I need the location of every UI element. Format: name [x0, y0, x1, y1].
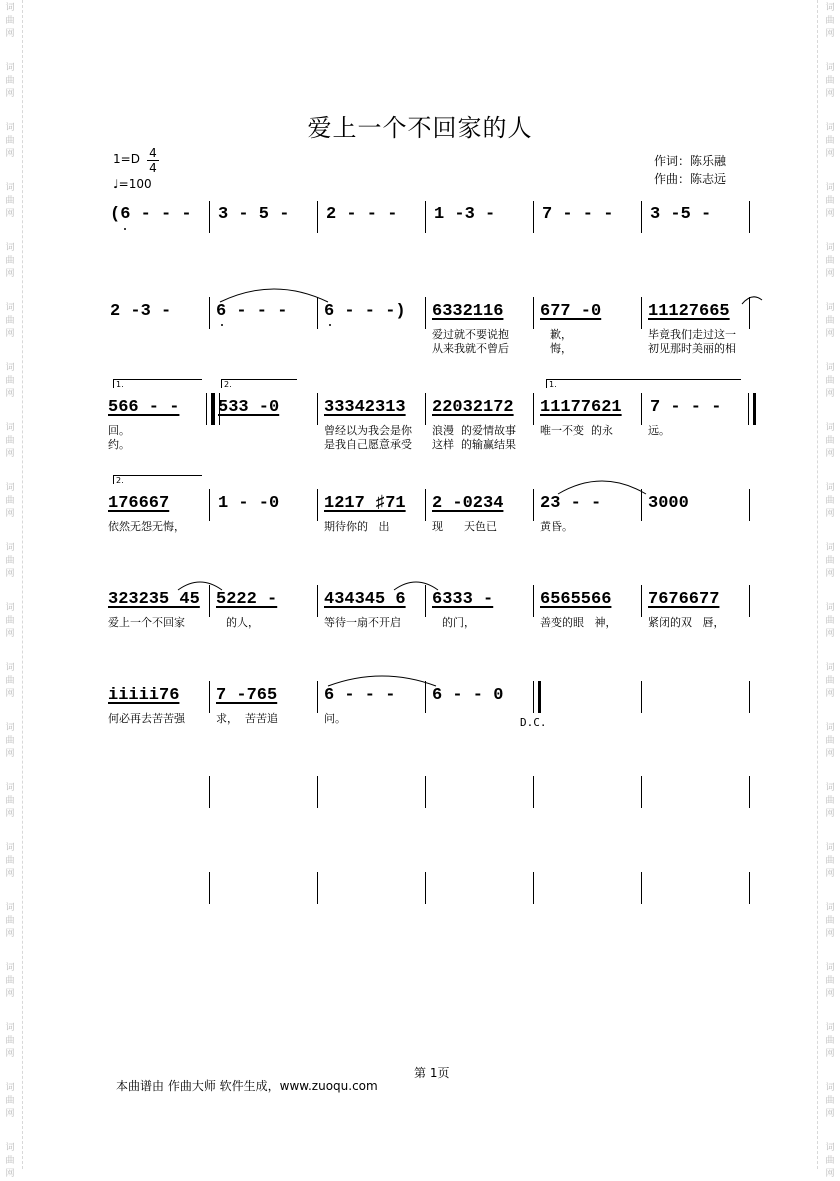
watermark-text: 词 曲 网 — [5, 3, 15, 39]
barline — [749, 489, 750, 521]
measure: 3000 — [648, 494, 689, 513]
measure: 434345 6 — [324, 590, 406, 609]
lyric: 的门， — [442, 616, 475, 629]
lyric: 求， 苦苦追 — [216, 712, 278, 725]
barline — [641, 297, 642, 329]
watermark-text: 词 曲 网 — [825, 123, 835, 159]
da-capo-mark: D.C. — [520, 716, 547, 729]
lyric: 唯一不变 的永 — [540, 424, 613, 437]
barline — [317, 681, 318, 713]
watermark-text: 词 曲 网 — [825, 543, 835, 579]
tempo-marking: ♩=100 — [113, 177, 152, 191]
barline — [641, 201, 642, 233]
watermark-text: 词 曲 网 — [825, 3, 835, 39]
volta-bracket: 1. — [113, 379, 202, 388]
lyric: 这样 的输赢结果 — [432, 438, 516, 451]
watermark-text: 词 曲 网 — [825, 423, 835, 459]
barline — [209, 489, 210, 521]
barline — [317, 393, 318, 425]
measure: 1217 ♯71 — [324, 494, 406, 513]
barline — [209, 872, 210, 904]
quarter-note-icon: ♩ — [113, 177, 119, 191]
lyric: 约。 — [108, 438, 130, 451]
barline — [641, 872, 642, 904]
lyric: 问。 — [324, 712, 346, 725]
watermark-text: 词 曲 网 — [5, 903, 15, 939]
lyric: 的人， — [226, 616, 259, 629]
barline — [209, 681, 210, 713]
watermark-text: 词 曲 网 — [825, 903, 835, 939]
barline — [209, 776, 210, 808]
barline — [533, 585, 534, 617]
barline — [209, 297, 210, 329]
watermark-text: 词 曲 网 — [5, 483, 15, 519]
lyric: 曾经以为我会是你 — [324, 424, 412, 437]
measure: 7 - - - — [542, 205, 614, 224]
barline — [641, 776, 642, 808]
octave-dot — [221, 324, 223, 326]
barline — [749, 585, 750, 617]
key-signature: 1=D — [113, 152, 140, 166]
lyricist-credit: 作词：陈乐融 — [654, 154, 727, 168]
watermark-text: 词 曲 网 — [825, 303, 835, 339]
barline — [533, 489, 534, 521]
watermark-text: 词 曲 网 — [5, 723, 15, 759]
composer-credit: 作曲：陈志远 — [654, 172, 727, 186]
measure: 566 - - — [108, 398, 180, 417]
barline — [533, 872, 534, 904]
lyric: 紧闭的双 唇， — [648, 616, 725, 629]
credits — [654, 152, 726, 188]
measure: 323235 45 — [108, 590, 200, 609]
octave-dot — [329, 324, 331, 326]
tie-arc — [556, 476, 648, 496]
measure: 176667 — [108, 494, 170, 513]
watermark-text: 词 曲 网 — [825, 183, 835, 219]
lyric: 浪漫 的爱情故事 — [432, 424, 516, 437]
lyric: 毕竟我们走过这一 — [648, 328, 736, 341]
watermark-text: 词 曲 网 — [5, 1143, 15, 1179]
measure: 11127665 — [648, 302, 730, 321]
barline — [425, 776, 426, 808]
tie-arc — [392, 578, 440, 592]
tie-arc — [326, 672, 438, 688]
barline — [533, 776, 534, 808]
measure: 7676677 — [648, 590, 720, 609]
lyric: 爱过就不要说抱 — [432, 328, 509, 341]
barline — [641, 585, 642, 617]
watermark-text: 词 曲 网 — [5, 363, 15, 399]
measure: 2 -3 - — [110, 302, 172, 321]
watermark-text: 词 曲 网 — [5, 183, 15, 219]
time-signature: $\frac{4}{4}$ — [147, 146, 159, 175]
lyric: 爱上一个不回家 — [108, 616, 185, 629]
measure: 6 - - - — [324, 686, 396, 705]
volta-bracket: 1. — [546, 379, 741, 388]
watermark-text: 词 曲 网 — [5, 963, 15, 999]
watermark-text: 词 曲 网 — [5, 423, 15, 459]
barline — [425, 489, 426, 521]
lyric: 悔， — [550, 342, 572, 355]
barline — [425, 872, 426, 904]
tie-arc — [218, 284, 330, 304]
watermark-text: 词 曲 网 — [5, 543, 15, 579]
barline — [317, 201, 318, 233]
watermark-text: 词 曲 网 — [825, 363, 835, 399]
barline — [317, 585, 318, 617]
lyric: 何必再去苦苦强 — [108, 712, 185, 725]
left-watermark-strip — [0, 0, 23, 1179]
lyric: 等待一扇不开启 — [324, 616, 401, 629]
measure: 6565566 — [540, 590, 612, 609]
watermark-text: 词 曲 网 — [825, 1143, 835, 1179]
lyric: 依然无怨无悔， — [108, 520, 185, 533]
watermark-text: 词 曲 网 — [5, 123, 15, 159]
measure: 6 - - 0 — [432, 686, 504, 705]
barline — [749, 872, 750, 904]
watermark-text: 词 曲 网 — [825, 243, 835, 279]
tie-arc — [176, 578, 224, 592]
measure: 1 -3 - — [434, 205, 496, 224]
barline — [317, 872, 318, 904]
measure: 6 - - -) — [324, 302, 406, 321]
measure: 677 -0 — [540, 302, 602, 321]
measure: iiiii76 — [108, 686, 180, 705]
barline — [641, 393, 642, 425]
barline — [641, 681, 642, 713]
barline — [425, 393, 426, 425]
final-barline — [533, 681, 541, 713]
measure: 22032172 — [432, 398, 514, 417]
watermark-text: 词 曲 网 — [825, 723, 835, 759]
watermark-text: 词 曲 网 — [5, 843, 15, 879]
measure: 3 -5 - — [650, 205, 712, 224]
measure: 6 - - - — [216, 302, 288, 321]
volta-bracket: 2. — [221, 379, 297, 388]
lyric: 回。 — [108, 424, 130, 437]
measure: 7 - - - — [650, 398, 722, 417]
watermark-text: 词 曲 网 — [825, 663, 835, 699]
lyric: 善变的眼 神， — [540, 616, 617, 629]
watermark-text: 词 曲 网 — [825, 1083, 835, 1119]
footer-credit: 本曲谱由 作曲大师 软件生成，www.zuoqu.com — [116, 1079, 378, 1093]
measure: 6333 - — [432, 590, 494, 609]
barline — [425, 201, 426, 233]
measure: 1 - -0 — [218, 494, 280, 513]
watermark-text: 词 曲 网 — [5, 663, 15, 699]
measure: 2 - - - — [326, 205, 398, 224]
barline — [749, 681, 750, 713]
lyric: 期待你的 出 — [324, 520, 390, 533]
lyric: 是我自己愿意承受 — [324, 438, 412, 451]
tie-arc — [740, 292, 764, 306]
measure: 5222 - — [216, 590, 278, 609]
octave-dot — [124, 228, 126, 230]
watermark-text: 词 曲 网 — [825, 1023, 835, 1059]
lyric: 歉， — [550, 328, 572, 341]
watermark-text: 词 曲 网 — [5, 1023, 15, 1059]
measure: 23 - - — [540, 494, 602, 513]
watermark-text: 词 曲 网 — [825, 783, 835, 819]
watermark-text: 词 曲 网 — [5, 63, 15, 99]
page-number: 第 1页 — [414, 1066, 450, 1080]
barline — [209, 201, 210, 233]
lyric: 初见那时美丽的相 — [648, 342, 736, 355]
lyric: 从来我就不曾后 — [432, 342, 509, 355]
measure: 533 -0 — [218, 398, 280, 417]
barline — [533, 393, 534, 425]
volta-bracket: 2. — [113, 475, 202, 484]
watermark-text: 词 曲 网 — [5, 783, 15, 819]
watermark-text: 词 曲 网 — [5, 603, 15, 639]
watermark-text: 词 曲 网 — [825, 843, 835, 879]
measure: 2 -0234 — [432, 494, 504, 513]
lyric: 现 天色已 — [432, 520, 497, 533]
measure: 3 - 5 - — [218, 205, 290, 224]
measure: 33342313 — [324, 398, 406, 417]
barline — [533, 297, 534, 329]
barline — [425, 297, 426, 329]
lyric: 远。 — [648, 424, 670, 437]
barline — [749, 776, 750, 808]
right-watermark-strip — [817, 0, 840, 1179]
barline — [317, 776, 318, 808]
watermark-text: 词 曲 网 — [825, 63, 835, 99]
watermark-text: 词 曲 网 — [825, 483, 835, 519]
barline — [533, 201, 534, 233]
song-title: 爱上一个不回家的人 — [307, 114, 533, 142]
watermark-text: 词 曲 网 — [5, 1083, 15, 1119]
measure: 6332116 — [432, 302, 504, 321]
lyric: 黄昏。 — [540, 520, 573, 533]
watermark-text: 词 曲 网 — [5, 243, 15, 279]
measure: 11177621 — [540, 398, 622, 417]
repeat-barline — [748, 393, 756, 425]
barline — [749, 201, 750, 233]
watermark-text: 词 曲 网 — [5, 303, 15, 339]
barline — [317, 489, 318, 521]
measure: (6 - - - — [110, 205, 192, 224]
watermark-text: 词 曲 网 — [825, 963, 835, 999]
measure: 7 -765 — [216, 686, 278, 705]
watermark-text: 词 曲 网 — [825, 603, 835, 639]
